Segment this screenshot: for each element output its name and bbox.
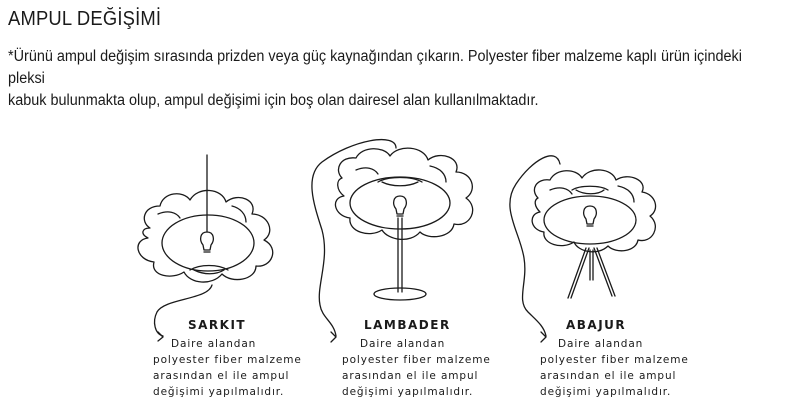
lambader-cable	[312, 140, 396, 336]
lambader-label: LAMBADER	[364, 318, 451, 332]
abajur-cloud	[532, 170, 655, 252]
desc-line: değişimi yapılmalıdır.	[153, 386, 285, 398]
note-line-2: kabuk bulunmakta olup, ampul değişimi için boş olan dairesel alan kullanılmaktadır.	[8, 92, 539, 109]
lambader-description	[342, 336, 491, 400]
abajur-tripod	[568, 248, 615, 298]
abajur-cable	[510, 156, 560, 336]
lambader-base	[374, 288, 426, 300]
lambader-shade	[350, 177, 450, 229]
desc-line: değişimi yapılmalıdır.	[342, 386, 474, 398]
desc-line: arasından el ile ampul	[153, 370, 290, 382]
bulb-icon	[584, 206, 597, 226]
sarkit-description	[153, 336, 302, 400]
desc-line: polyester fiber malzeme	[540, 354, 689, 366]
bulb-icon	[201, 232, 214, 252]
abajur-shade	[544, 196, 636, 244]
desc-line: arasından el ile ampul	[540, 370, 677, 382]
desc-line: arasından el ile ampul	[342, 370, 479, 382]
desc-line: polyester fiber malzeme	[153, 354, 302, 366]
desc-line: Daire alandan	[171, 338, 257, 350]
lambader-illustration	[312, 140, 473, 342]
sarkit-label: SARKIT	[188, 318, 247, 332]
note-line-1: *Ürünü ampul değişim sırasında prizden veya güç kaynağından çıkarın. Polyester fiber malzeme kaplı ürün içindeki pleksi	[8, 48, 742, 87]
lambader-opening	[378, 178, 422, 186]
desc-line: polyester fiber malzeme	[342, 354, 491, 366]
sarkit-shade	[162, 215, 254, 271]
abajur-opening	[572, 186, 608, 194]
desc-line: değişimi yapılmalıdır.	[540, 386, 672, 398]
lambader-cloud	[335, 148, 472, 239]
abajur-label: ABAJUR	[566, 318, 627, 332]
desc-line: Daire alandan	[360, 338, 446, 350]
bulb-icon	[394, 196, 407, 216]
sarkit-illustration	[138, 155, 273, 341]
page-title: AMPUL DEĞİŞİMİ	[8, 8, 162, 30]
abajur-description	[540, 336, 689, 400]
desc-line: Daire alandan	[558, 338, 644, 350]
abajur-illustration	[510, 156, 656, 342]
